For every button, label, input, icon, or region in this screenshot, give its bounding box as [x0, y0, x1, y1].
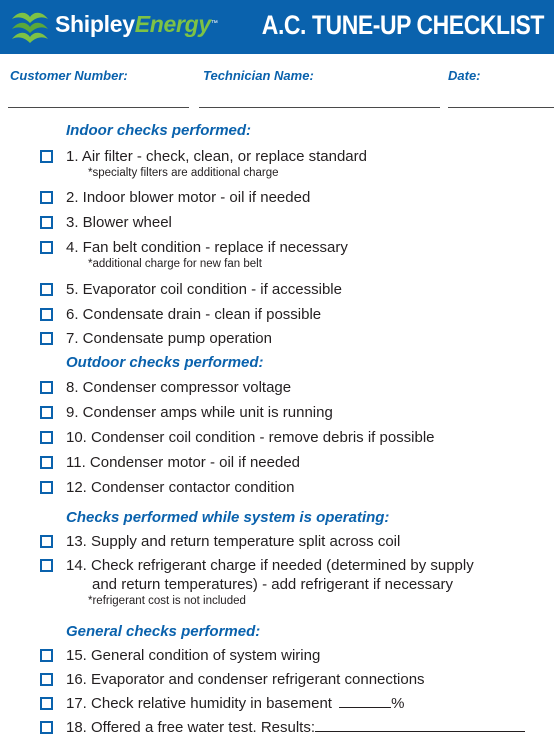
checkbox[interactable]: [40, 191, 53, 204]
section-general: General checks performed:: [66, 623, 261, 640]
customer-number-field[interactable]: [8, 107, 189, 108]
trademark: ™: [210, 20, 218, 27]
date-label: Date:: [448, 68, 481, 83]
item-text: 15. General condition of system wiring: [66, 647, 321, 664]
checkbox[interactable]: [40, 559, 53, 572]
checkbox[interactable]: [40, 431, 53, 444]
item-text: 5. Evaporator coil condition - if accessible: [66, 281, 342, 298]
checkbox[interactable]: [40, 535, 53, 548]
item-text: 9. Condenser amps while unit is running: [66, 404, 333, 421]
item-text: 16. Evaporator and condenser refrigerant connections: [66, 671, 425, 688]
checkbox[interactable]: [40, 150, 53, 163]
checkbox[interactable]: [40, 241, 53, 254]
brand-name: [55, 9, 218, 39]
date-field[interactable]: [448, 107, 554, 108]
item-text: 14. Check refrigerant charge if needed (determined by supply and return temperatures) - add refrigerant if necessary *refrigerant cost is not included: [66, 557, 474, 607]
brand-name-shipley: Shipley: [55, 11, 135, 37]
checkbox[interactable]: [40, 332, 53, 345]
item-note: *additional charge for new fan belt: [88, 258, 262, 270]
checkbox[interactable]: [40, 381, 53, 394]
item-note: *refrigerant cost is not included: [88, 595, 246, 607]
item-text: 12. Condenser contactor condition: [66, 479, 295, 496]
item-text: 11. Condenser motor - oil if needed: [66, 454, 301, 471]
checkbox[interactable]: [40, 406, 53, 419]
page-title: A.C. TUNE-UP CHECKLIST: [261, 10, 544, 40]
checkbox[interactable]: [40, 673, 53, 686]
checkbox[interactable]: [40, 697, 53, 710]
section-operating: Checks performed while system is operating:: [66, 509, 390, 526]
item-text: 8. Condenser compressor voltage: [66, 379, 292, 396]
section-outdoor: Outdoor checks performed:: [66, 354, 264, 371]
item-text: 3. Blower wheel: [66, 214, 172, 231]
humidity-blank[interactable]: [339, 695, 391, 708]
checkbox[interactable]: [40, 308, 53, 321]
item-text: 2. Indoor blower motor - oil if needed: [66, 189, 311, 206]
checkbox[interactable]: [40, 481, 53, 494]
header-bar: [0, 0, 554, 54]
item-text: 6. Condensate drain - clean if possible: [66, 306, 322, 323]
technician-name-label: Technician Name:: [203, 68, 314, 83]
item-text: 13. Supply and return temperature split across coil: [66, 533, 401, 550]
percent-sign: %: [391, 695, 405, 712]
item-text: 4. Fan belt condition - replace if necessary *additional charge for new fan belt: [66, 239, 348, 270]
technician-name-field[interactable]: [199, 107, 440, 108]
item-text: 1. Air filter - check, clean, or replace standard *specialty filters are additional charge: [66, 148, 367, 179]
checkbox[interactable]: [40, 649, 53, 662]
customer-number-label: Customer Number:: [10, 68, 128, 83]
checkbox[interactable]: [40, 721, 53, 734]
checkbox[interactable]: [40, 216, 53, 229]
item-text: 7. Condensate pump operation: [66, 330, 272, 347]
brand-name-energy: Energy: [134, 11, 211, 37]
item-text: 10. Condenser coil condition - remove debris if possible: [66, 429, 435, 446]
checkbox[interactable]: [40, 283, 53, 296]
item-note: *specialty filters are additional charge: [88, 167, 279, 179]
item-text: 18. Offered a free water test. Results:: [66, 718, 525, 737]
water-test-results-blank[interactable]: [315, 719, 525, 732]
section-indoor: Indoor checks performed:: [66, 122, 252, 139]
shipley-leaf-logo-icon: [8, 7, 52, 47]
checkbox[interactable]: [40, 456, 53, 469]
item-text: 17. Check relative humidity in basement %: [66, 695, 405, 712]
